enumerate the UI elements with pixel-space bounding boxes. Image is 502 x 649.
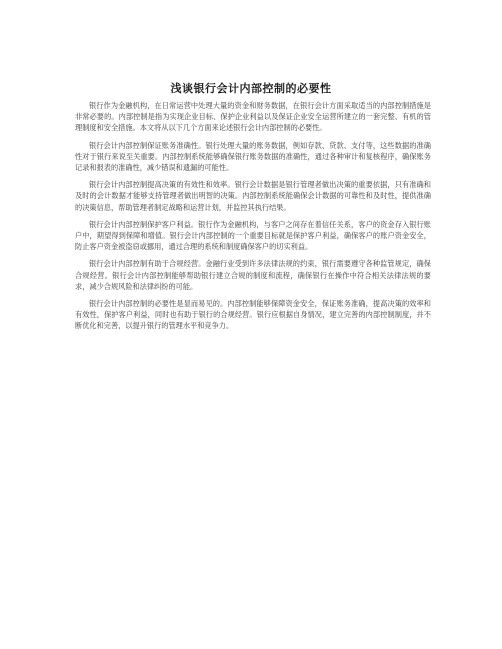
document-body <box>75 100 431 338</box>
paragraph: 银行会计内部控制保证账务准确性。银行处理大量的账务数据，例如存款、贷款、支付等，这些数据的准确性对于银行来说至关重要。内部控制系统能够确保银行账务数据的准确性，通过各种审计和复核程序，确保账务记录和报表的准确性，减少错误和遗漏的可能性。 <box>75 140 431 173</box>
paragraph: 银行会计内部控制的必要性是显而易见的。内部控制能够保障资金安全，保证账务准确，提高决策的效率和有效性，保护客户利益，同时也有助于银行的合规经营。银行应根据自身情况，建立完善的内部控制制度，并不断优化和完善，以提升银行的管理水平和竞争力。 <box>75 299 431 331</box>
paragraph: 银行会计内部控制保护客户利益。银行作为金融机构，与客户之间存在着信任关系，客户的资金存入银行账户中，期望得到保障和增值。银行会计内部控制的一个重要目标就是保护客户利益，确保客户的账户资金安全，防止客户资金被盗窃或挪用，通过合理的系统和制度确保客户的切实利益。 <box>75 219 431 252</box>
paragraph: 银行作为金融机构，在日常运营中处理大量的资金和财务数据，在银行会计方面采取适当的内部控制措施是非常必要的。内部控制是指为实现企业目标、保护企业利益以及保证企业安全运营所建立的一套完整、有机的管理制度和安全措施。本文将从以下几个方面来论述银行会计内部控制的必要性。 <box>75 101 431 133</box>
paragraph: 银行会计内部控制提高决策的有效性和效率。银行会计数据是银行管理者做出决策的重要依据，只有准确和及时的会计数据才能够支持管理者做出明智的决策。内部控制系统能确保会计数据的可靠性和及时性，提供准确的决策信息，帮助管理者制定战略和运营计划，并监控其执行结果。 <box>75 180 431 212</box>
paragraph: 银行会计内部控制有助于合规经营。金融行业受到许多法律法规的约束，银行需要遵守各种监管规定，确保合规经营。银行会计内部控制能够帮助银行建立合规的制度和流程，确保银行在操作中符合相关法律法规的要求，减少合规风险和法律纠纷的可能。 <box>75 259 431 291</box>
document-title: 浅谈银行会计内部控制的必要性 <box>170 82 332 95</box>
